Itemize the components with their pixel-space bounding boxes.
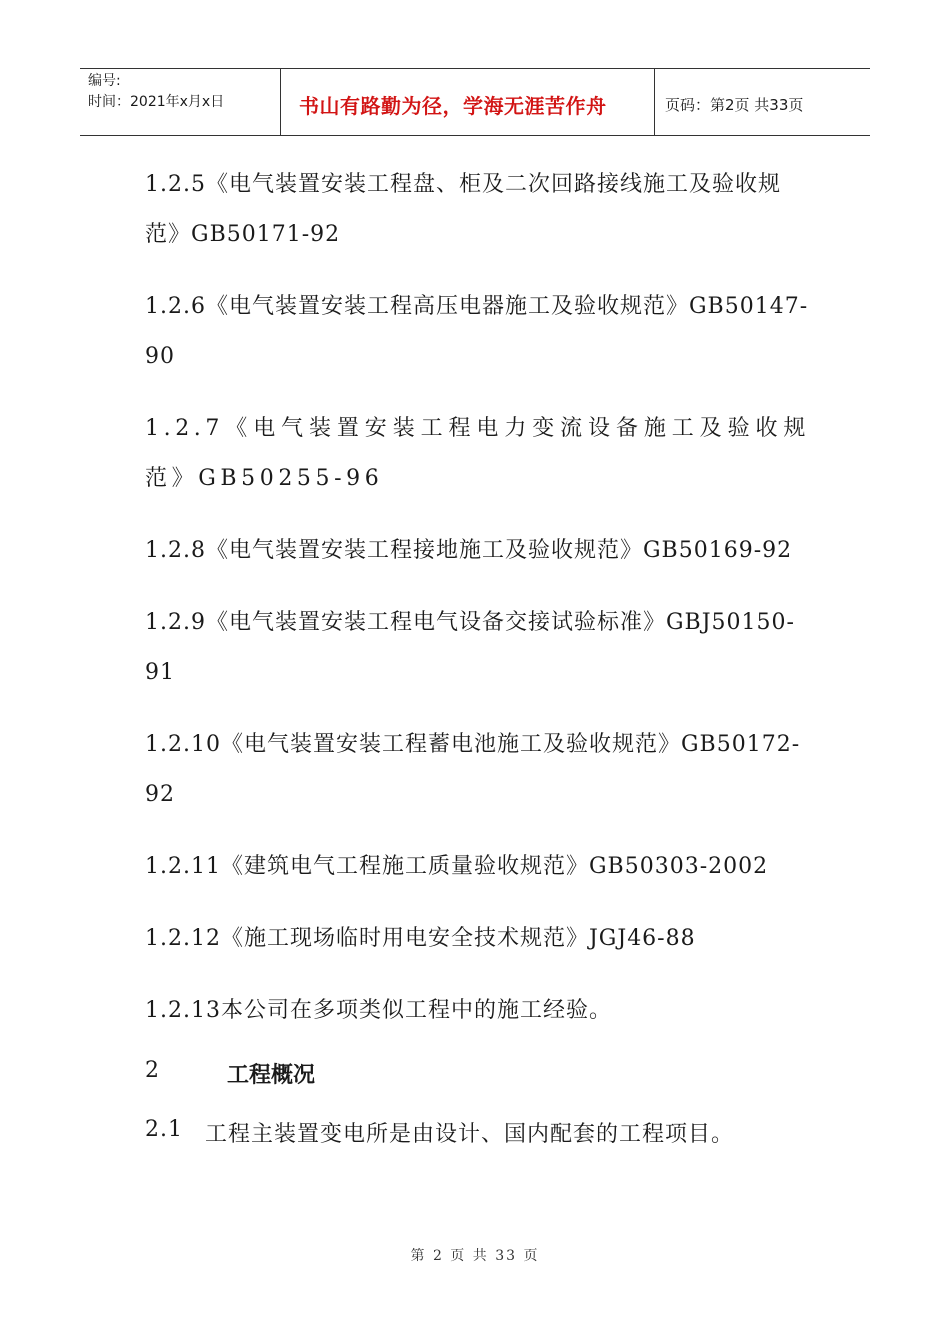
section-heading: [145, 1058, 810, 1089]
reference-item: 1.2.12《施工现场临时用电安全技术规范》JGJ46-88: [145, 926, 696, 951]
header-info-cell: [80, 69, 281, 135]
reference-item: 1.2.9《电气装置安装工程电气设备交接试验标准》GBJ50150-91: [145, 610, 795, 685]
section-title: 工程概况: [227, 1063, 316, 1088]
header-motto: 书山有路勤为径，学海无涯苦作舟: [281, 69, 655, 135]
document-date: 时间：2021年x月x日: [88, 94, 225, 110]
reference-item: 1.2.10《电气装置安装工程蓄电池施工及验收规范》GB50172-92: [145, 732, 801, 807]
subsection-text: 工程主装置变电所是由设计、国内配套的工程项目。: [205, 1122, 735, 1147]
reference-item: 1.2.5《电气装置安装工程盘、柜及二次回路接线施工及验收规范》GB50171-92: [145, 172, 781, 247]
subsection-number: 2.1: [145, 1117, 183, 1142]
reference-item: 1.2.13本公司在多项类似工程中的施工经验。: [145, 998, 612, 1023]
reference-item: 1.2.11《建筑电气工程施工质量验收规范》GB50303-2002: [145, 854, 769, 879]
section-number: 2: [145, 1058, 159, 1083]
page-header: [80, 68, 870, 136]
page-footer: 第 2 页 共 33 页: [410, 1248, 540, 1264]
subsection-paragraph: [145, 1117, 810, 1148]
reference-item: 1.2.6《电气装置安装工程高压电器施工及验收规范》GB50147-90: [145, 294, 809, 369]
reference-item: 1.2.8《电气装置安装工程接地施工及验收规范》GB50169-92: [145, 538, 793, 563]
document-number-label: 编号:: [88, 73, 121, 89]
document-body: [145, 160, 810, 1148]
reference-item: 1.2.7《电气装置安装工程电力变流设备施工及验收规范》GB50255-96: [145, 416, 810, 491]
header-page-info: 页码：第2页 共33页: [665, 95, 804, 114]
